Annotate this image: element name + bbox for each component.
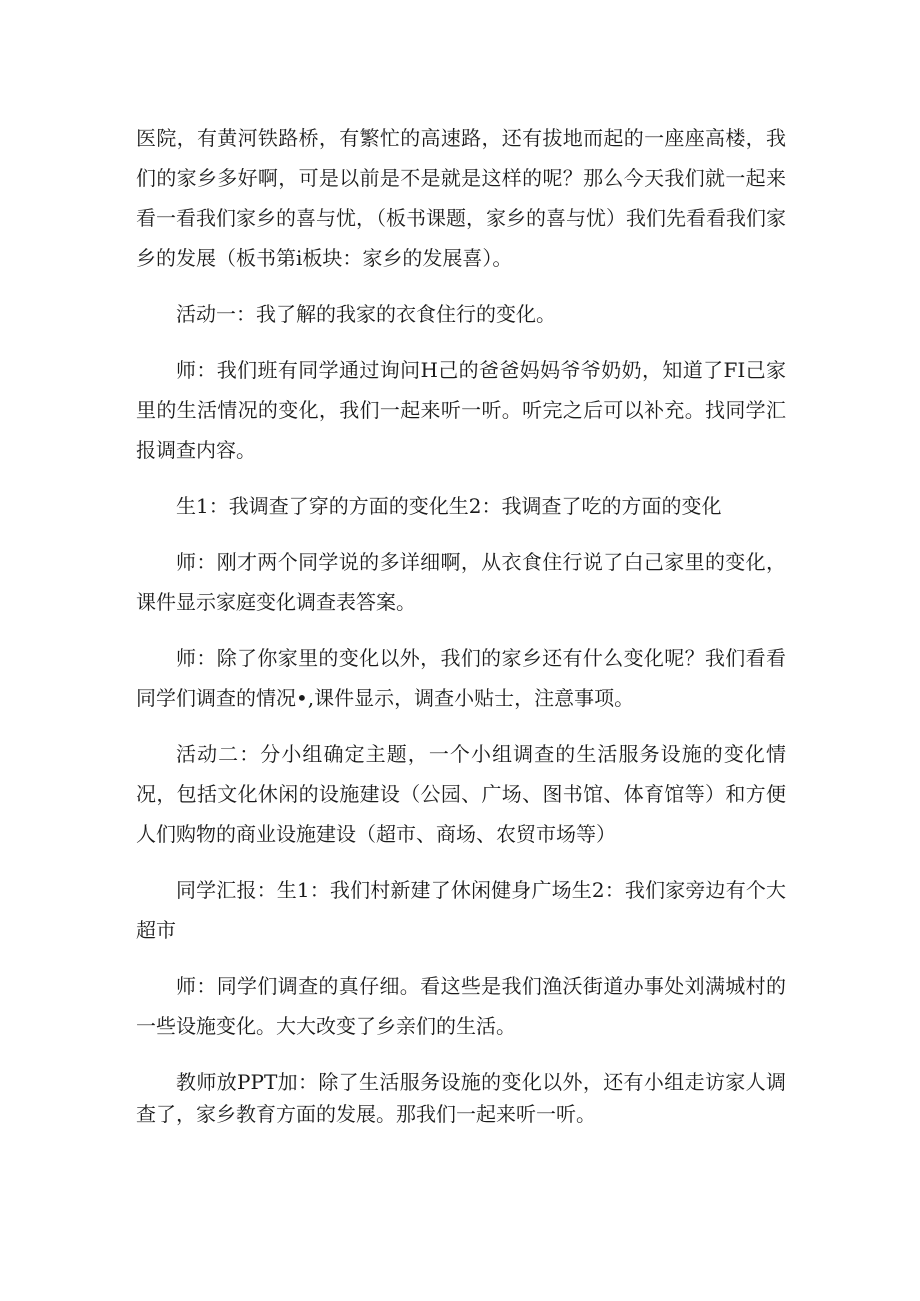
paragraph-8: 同学汇报：生1：我们村新建了休闲健身广场生2：我们家旁边有个大超市 [136,878,786,942]
document-body [136,118,786,1146]
paragraph-4: 生1：我调查了穿的方面的变化生2：我调查了吃的方面的变化 [176,494,722,518]
paragraph-5: 师：刚才两个同学说的多详细啊，从衣食住行说了白己家里的变化，课件显示家庭变化调查表答案。 [136,550,786,614]
paragraph-10: 教师放PPT加：除了生活服务设施的变化以外，还有小组走访家人调查了，家乡教育方面的发展。那我们一起来听一听。 [136,1070,786,1126]
paragraph-1: 医院，有黄河铁路桥，有繁忙的高速路，还有拔地而起的一座座高楼，我们的家乡多好啊，可是以前是不是就是这样的呢？那么今天我们就一起来看一看我们家乡的喜与忧，（板书课题，家乡的喜与忧）我们先看看我们家乡的发展（板书第i板块：家乡的发展喜）。 [136,126,786,270]
paragraph-2: 活动一：我了解的我家的衣食住行的变化。 [176,302,556,326]
paragraph-3: 师：我们班有同学通过询问H己的爸爸妈妈爷爷奶奶，知道了FI己家里的生活情况的变化，我们一起来听一听。听完之后可以补充。找同学汇报调查内容。 [136,358,786,462]
paragraph-7: 活动二：分小组确定主题，一个小组调查的生活服务设施的变化情况，包括文化休闲的设施建设（公园、广场、图书馆、体育馆等）和方便人们购物的商业设施建设（超市、商场、农贸市场等） [136,742,786,846]
paragraph-6: 师：除了你家里的变化以外，我们的家乡还有什么变化呢？我们看看同学们调查的情况•,课件显示，调查小贴士，注意事项。 [136,646,786,710]
paragraph-9: 师：同学们调查的真仔细。看这些是我们渔沃街道办事处刘满城村的一些设施变化。大大改变了乡亲们的生活。 [136,974,786,1038]
